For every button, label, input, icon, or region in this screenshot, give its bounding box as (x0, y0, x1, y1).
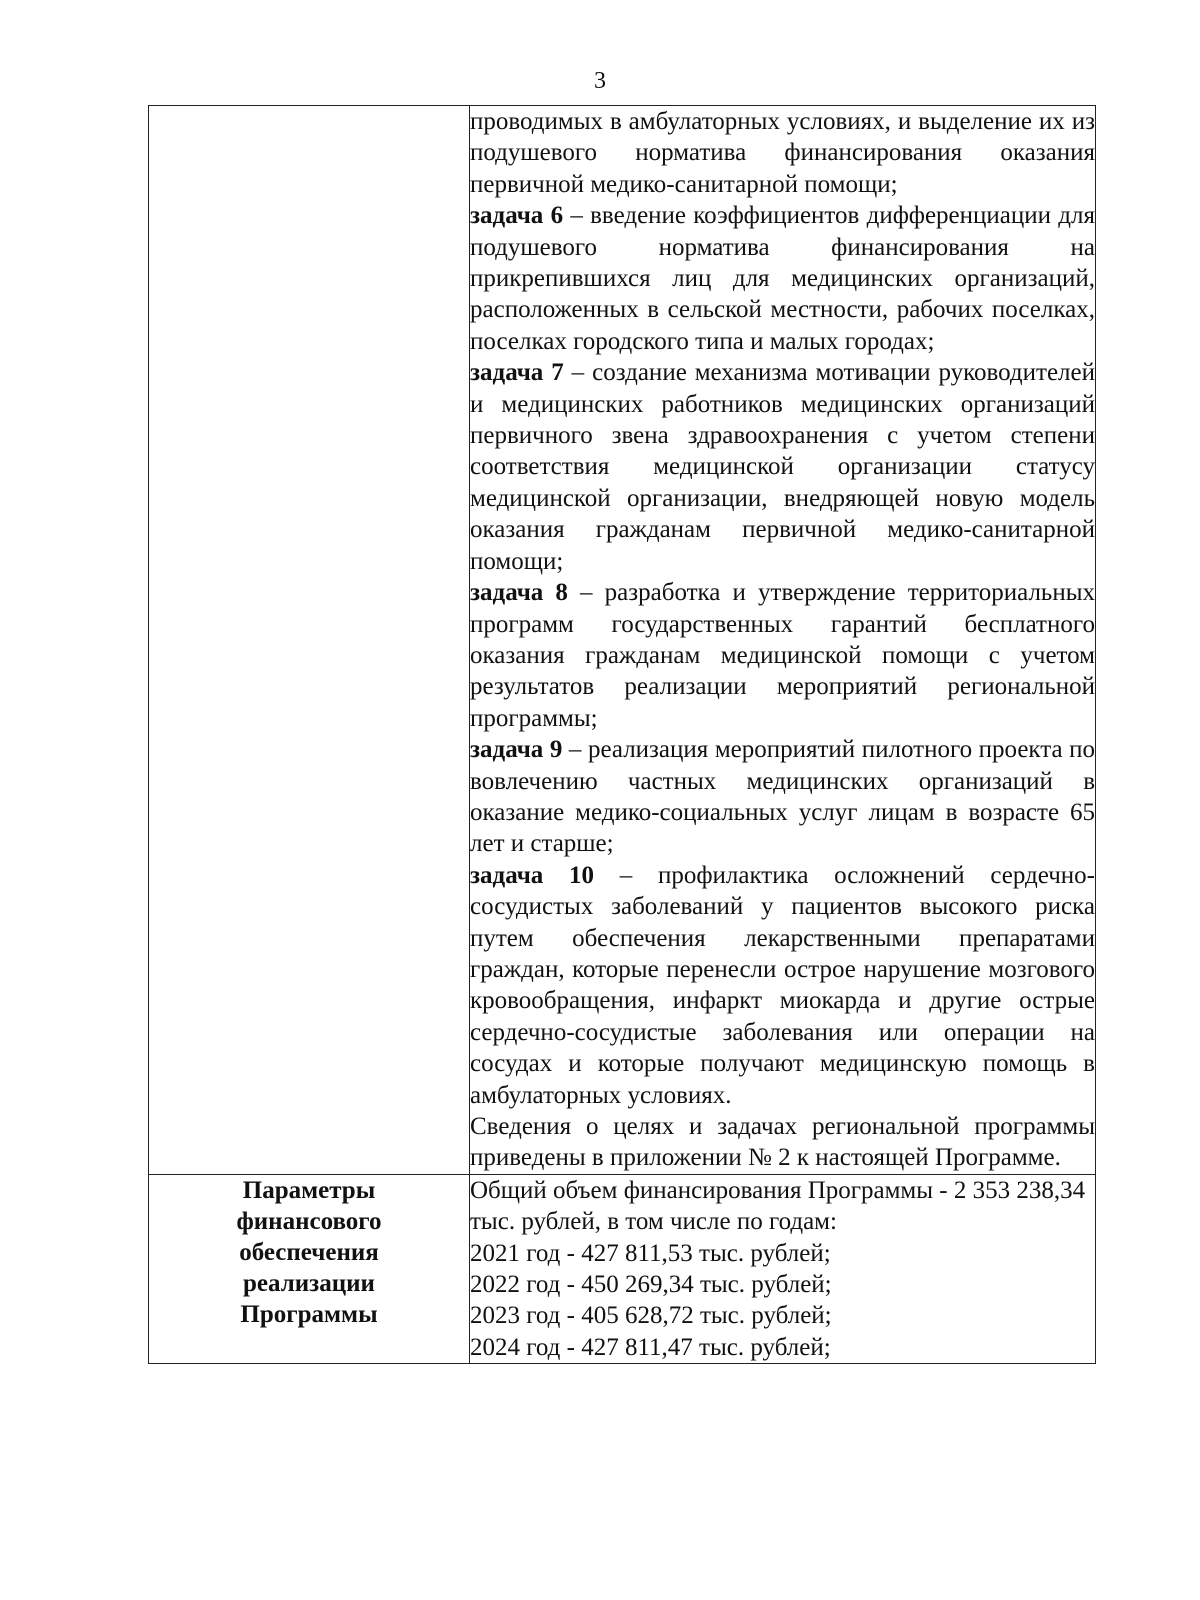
financing-year-line: 2022 год - 450 269,34 тыс. рублей; (470, 1271, 832, 1299)
task-8-text: – разработка и утверждение территориальных программ государственных гарантий бесплатного оказания гражданам медицинской помощи с учетом результатов реализации мероприятий региональной программы; (470, 579, 1095, 732)
financing-heading-cell (149, 1174, 470, 1363)
task-9-label: задача 9 (470, 736, 563, 764)
financing-row (149, 1174, 1096, 1363)
financing-heading-line: финансового (236, 1207, 382, 1235)
tasks-row-empty-cell (149, 106, 470, 1175)
task-10-paragraph (470, 860, 1095, 1111)
task-6-paragraph (470, 200, 1095, 357)
task-10-label: задача 10 (470, 861, 595, 889)
financing-year-line: 2021 год - 427 811,53 тыс. рублей; (470, 1239, 831, 1267)
page-number: 3 (594, 68, 606, 94)
financing-heading-line: Параметры (242, 1176, 376, 1204)
summary-paragraph: Сведения о целях и задачах региональной программы приведены в приложении № 2 к настоящей Программе. (470, 1113, 1095, 1172)
tasks-row (149, 106, 1096, 1175)
financing-heading-line: обеспечения (239, 1238, 379, 1266)
task-8-label: задача 8 (470, 579, 568, 607)
financing-year-line: 2024 год - 427 811,47 тыс. рублей; (470, 1333, 831, 1361)
financing-cell (470, 1174, 1096, 1363)
tasks-cell (470, 106, 1096, 1175)
task-6-label: задача 6 (470, 202, 564, 230)
continuation-paragraph: проводимых в амбулаторных условиях, и выделение их из подушевого норматива финансирования оказания первичной медико-санитарной помощи; (470, 108, 1095, 198)
task-6-text: – введение коэффициентов дифференциации для подушевого норматива финансирования на прикрепившихся лиц для медицинских организаций, расположенных в сельской местности, рабочих поселках, поселках городского типа и малых городах; (470, 202, 1095, 355)
task-10-text: – профилактика осложнений сердечно-сосудистых заболеваний у пациентов высокого риска путем обеспечения лекарственными препаратами граждан, которые перенесли острое нарушение мозгового кровообращения, инфаркт миокарда и другие острые сердечно-сосудистые заболевания или операции на сосудах и которые получают медицинскую помощь в амбулаторных условиях. (470, 861, 1095, 1109)
financing-heading-line: реализации (243, 1269, 375, 1297)
task-7-paragraph (470, 357, 1095, 577)
financing-year-line: 2023 год - 405 628,72 тыс. рублей; (470, 1302, 832, 1330)
task-8-paragraph (470, 577, 1095, 734)
financing-heading-line: Программы (240, 1300, 378, 1328)
financing-intro: Общий объем финансирования Программы - 2 353 238,34 тыс. рублей, в том числе по годам: (470, 1176, 1086, 1236)
task-9-paragraph (470, 734, 1095, 860)
task-9-text: – реализация мероприятий пилотного проекта по вовлечению частных медицинских организаций в оказание медико-социальных услуг лицам в возрасте 65 лет и старше; (470, 736, 1095, 858)
task-7-text: – создание механизма мотивации руководителей и медицинских работников медицинских организаций первичного звена здравоохранения с учетом степени соответствия медицинской организации статусу медицинской организации, внедряющей новую модель оказания гражданам первичной медико-санитарной помощи; (470, 359, 1095, 575)
passport-table (148, 105, 1096, 1364)
task-7-label: задача 7 (470, 359, 564, 387)
